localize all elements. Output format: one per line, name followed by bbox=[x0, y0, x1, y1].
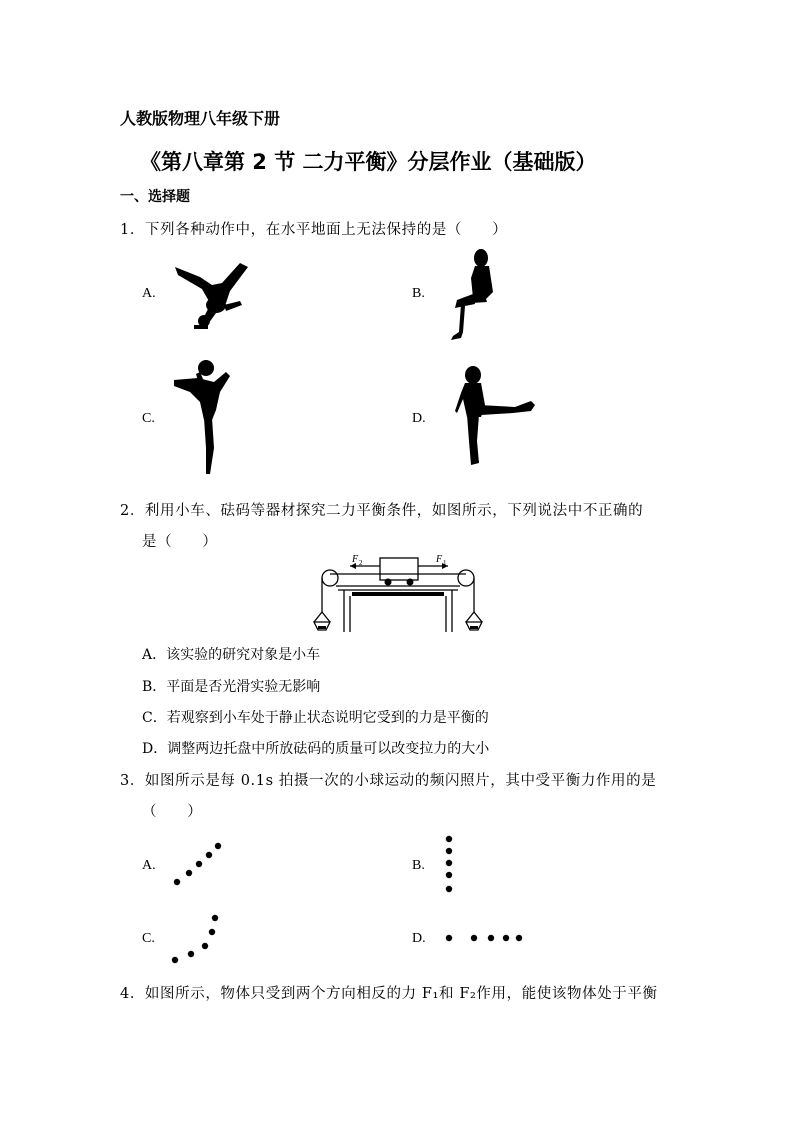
document-title: 《第八章第 2 节 二力平衡》分层作业（基础版） bbox=[140, 150, 597, 174]
q1-option-d-label: D. bbox=[412, 411, 426, 426]
q2-option-a: A．该实验的研究对象是小车 bbox=[142, 647, 321, 663]
question-3-stem-line2: （ ） bbox=[142, 804, 203, 820]
cart-balance-apparatus-figure bbox=[308, 552, 488, 634]
question-2-stem-line2: 是（ ） bbox=[142, 534, 218, 550]
q3-option-a-dots-figure bbox=[165, 835, 235, 895]
sitting-silhouette-figure bbox=[445, 248, 500, 343]
q1-option-b-label: B. bbox=[412, 286, 425, 301]
q3-option-d-dots-figure bbox=[440, 928, 530, 948]
q1-option-a-label: A. bbox=[142, 286, 156, 301]
section-heading: 一、选择题 bbox=[120, 189, 190, 205]
question-1-stem: 1．下列各种动作中，在水平地面上无法保持的是（ ） bbox=[120, 222, 508, 238]
force-f1-subscript: 1 bbox=[443, 559, 447, 567]
document-header: 人教版物理八年级下册 bbox=[120, 109, 281, 128]
q1-option-c-label: C. bbox=[142, 411, 155, 426]
q3-option-c-dots-figure bbox=[165, 910, 225, 970]
q3-option-c-label: C. bbox=[142, 931, 155, 946]
force-f2-label: F bbox=[352, 554, 359, 565]
q2-option-c: C．若观察到小车处于静止状态说明它受到的力是平衡的 bbox=[142, 710, 489, 726]
q3-option-a-label: A. bbox=[142, 858, 156, 873]
q3-option-b-label: B. bbox=[412, 858, 425, 873]
force-f1-label: F bbox=[436, 554, 443, 565]
leg-kick-silhouette-figure bbox=[455, 365, 540, 470]
standing-split-silhouette-figure bbox=[170, 358, 240, 478]
question-2-stem-line1: 2．利用小车、砝码等器材探究二力平衡条件，如图所示，下列说法中不正确的 bbox=[120, 503, 644, 519]
cartwheel-silhouette-figure bbox=[170, 255, 255, 335]
q2-option-d: D．调整两边托盘中所放砝码的质量可以改变拉力的大小 bbox=[142, 741, 490, 757]
q3-option-b-dots-figure bbox=[440, 832, 460, 897]
question-4-stem-line1: 4．如图所示，物体只受到两个方向相反的力 F₁和 F₂作用，能使该物体处于平衡 bbox=[120, 986, 658, 1002]
q2-option-b: B．平面是否光滑实验无影响 bbox=[142, 679, 321, 695]
q3-option-d-label: D. bbox=[412, 931, 426, 946]
force-f2-subscript: 2 bbox=[359, 559, 363, 567]
question-3-stem-line1: 3．如图所示是每 0.1s 拍摄一次的小球运动的频闪照片，其中受平衡力作用的是 bbox=[120, 773, 657, 789]
